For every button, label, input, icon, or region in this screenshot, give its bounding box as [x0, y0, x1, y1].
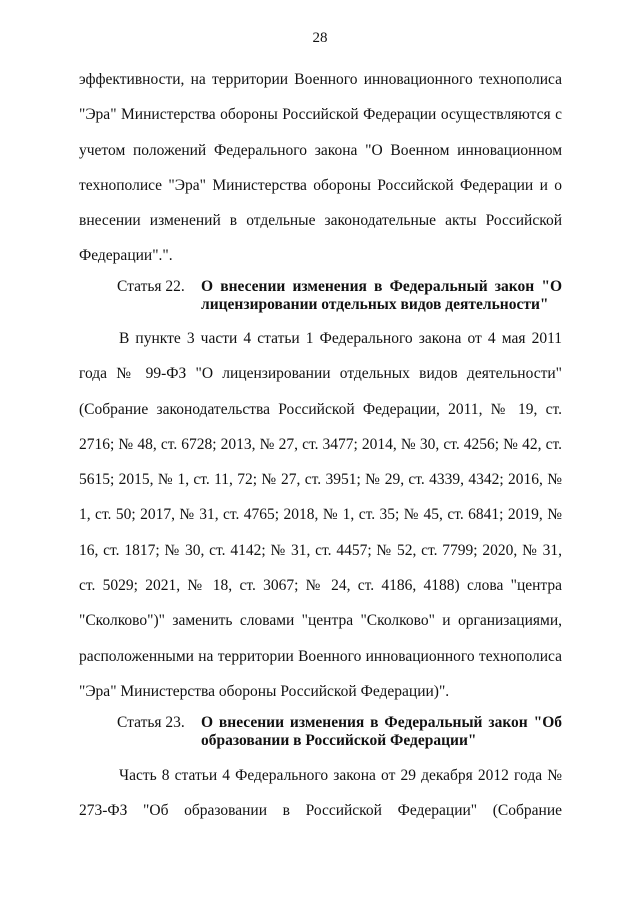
paragraph-article-23-body: Часть 8 статьи 4 Федерального закона от 29 декабря 2012 года № 273-ФЗ "Об образовании в Российской Федерации" (Собрание — [79, 767, 562, 820]
paragraph-article-22-body: В пункте 3 части 4 статьи 1 Федерального закона от 4 мая 2011 года № 99-ФЗ "О лицензировании отдельных видов деятельности" (Собрание законодательства Российской Федерации, 2011, № 19, ст. 2716; № 48, ст. 6728; 2013, № 27, ст. 3477; 2014, № 30, ст. 4256; № 42, ст. 5615; 2015, № 1, ст. 11, 72; № 27, ст. 3951; № 29, ст. 4339, 4342; 2016, № 1, ст. 50; 2017, № 31, ст. 4765; 2018, № 1, ст. 35; № 45, ст. 6841; 2019, № 16, ст. 1817; № 30, ст. 4142; № 31, ст. 4457; № 52, ст. 7799; 2020, № 31, ст. 5029; 2021, № 18, ст. 3067; № 24, ст. 4186, 4188) слова "центра "Сколково")" заменить словами "центра "Сколково" и организациями, расположенными на территории Военного инновационного технополиса "Эра" Министерства обороны Российской Федерации)". — [79, 330, 562, 700]
paragraph-continuation: эффективности, на территории Военного инновационного технополиса "Эра" Министерства обороны Российской Федерации осуществляются с учетом положений Федерального закона "О Военном инновационном технополисе "Эра" Министерства обороны Российской Федерации и о внесении изменений в отдельные законодательные акты Российской Федерации".". — [79, 71, 562, 265]
article-22-label: Статья 22. — [117, 278, 185, 295]
article-22-title: О внесении изменения в Федеральный закон "О лицензировании отдельных видов деятельности" — [201, 278, 562, 313]
page-number: 28 — [312, 30, 328, 46]
article-23-label: Статья 23. — [117, 714, 185, 731]
article-23-title: О внесении изменения в Федеральный закон "Об образовании в Российской Федерации" — [201, 714, 562, 749]
